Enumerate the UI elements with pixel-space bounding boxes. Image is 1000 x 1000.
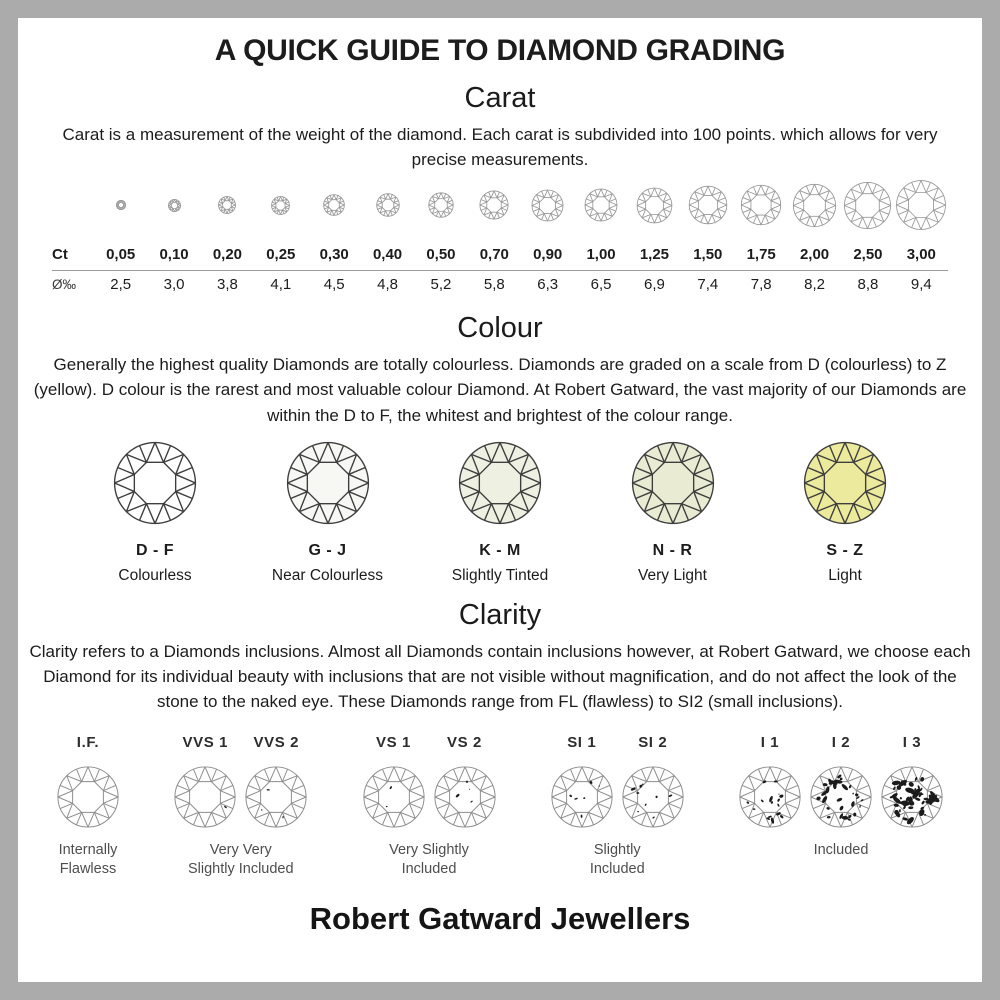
carat-mm-value: 5,2 <box>430 276 452 294</box>
clarity-stone <box>56 734 120 829</box>
carat-ct-value: 1,25 <box>639 246 670 264</box>
carat-section <box>18 82 982 298</box>
carat-mm-value: 8,2 <box>804 276 825 294</box>
carat-mm-value: 4,8 <box>377 276 398 294</box>
clarity-group <box>56 734 120 879</box>
carat-ct-value: 1,00 <box>586 246 616 264</box>
colour-grade-label: Colourless <box>118 566 192 584</box>
clarity-stone <box>880 734 944 829</box>
colour-grade-range: K - M <box>479 541 521 559</box>
carat-ct-value: 0,25 <box>266 246 296 264</box>
clarity-diamond-icon <box>880 765 944 829</box>
carat-diamond-icon <box>116 200 126 210</box>
clarity-stone-list <box>550 734 685 829</box>
carat-diamond-icon <box>271 196 290 215</box>
clarity-diamond-icon <box>173 765 237 829</box>
carat-diamond-cell <box>308 194 361 216</box>
carat-mm-value: 2,5 <box>110 276 132 294</box>
clarity-stone-list <box>173 734 308 829</box>
clarity-stone-list <box>738 734 944 829</box>
carat-heading: Carat <box>464 82 536 114</box>
clarity-diamond-icon <box>621 765 685 829</box>
clarity-stone-list <box>362 734 497 829</box>
clarity-stone <box>738 734 802 829</box>
clarity-stone-label: I.F. <box>76 734 100 752</box>
carat-mm-value: 3,8 <box>217 276 238 294</box>
clarity-stone-label: VVS 1 <box>182 734 229 752</box>
carat-diamond-cell <box>574 188 627 222</box>
carat-diamond-cell <box>468 190 521 220</box>
carat-mm-value: 7,8 <box>750 276 772 294</box>
carat-diamond-icon <box>218 196 236 214</box>
carat-ct-value: 1,75 <box>746 246 776 264</box>
clarity-caption-line: Flawless <box>59 861 117 878</box>
clarity-section <box>18 599 982 879</box>
colour-diamond-icon <box>802 440 888 526</box>
carat-row-label-diameter: Ø‰ <box>52 277 77 293</box>
clarity-caption-line: Internally <box>58 842 118 859</box>
carat-diamond-row <box>52 176 948 234</box>
carat-ct-value: 0,50 <box>426 246 456 264</box>
carat-mm-value: 6,9 <box>644 276 665 294</box>
clarity-group <box>738 734 944 860</box>
clarity-caption-line: Slightly <box>593 842 641 859</box>
clarity-stone-label: I 2 <box>831 734 851 752</box>
clarity-grade-row <box>18 734 982 879</box>
clarity-stone <box>173 734 237 829</box>
carat-diamond-cell <box>895 179 948 231</box>
carat-ct-value: 0,30 <box>319 246 349 264</box>
clarity-diamond-icon <box>738 765 802 829</box>
carat-ct-value: 0,40 <box>372 246 403 264</box>
clarity-caption-line: Very Very <box>209 842 272 859</box>
clarity-stone-label: I 3 <box>902 734 922 752</box>
clarity-diamond-icon <box>362 765 426 829</box>
colour-grade-range: S - Z <box>826 541 864 559</box>
carat-diamond-icon <box>843 181 892 230</box>
clarity-stone <box>621 734 685 829</box>
carat-row-label-ct: Ct <box>52 246 68 264</box>
carat-ct-value: 0,20 <box>212 246 243 264</box>
clarity-group <box>550 734 685 879</box>
carat-diamond-cell <box>94 200 147 210</box>
carat-mm-value: 5,8 <box>483 276 505 294</box>
carat-diamond-cell <box>628 187 681 224</box>
clarity-caption-line: Very Slightly <box>389 842 469 859</box>
carat-description: Carat is a measurement of the weight of the diamond. Each carat is subdivided into 100 points. which allows for very precise measurements. <box>62 125 938 170</box>
clarity-diamond-icon <box>550 765 614 829</box>
carat-diamond-icon <box>895 179 947 231</box>
clarity-stone-label: VS 2 <box>447 734 482 752</box>
carat-diamond-icon <box>740 184 782 226</box>
brand-name: Robert Gatward Jewellers <box>309 900 691 936</box>
clarity-group-caption <box>188 841 294 879</box>
colour-grade-range: N - R <box>652 541 693 559</box>
clarity-description: Clarity refers to a Diamonds inclusions. Almost all Diamonds contain inclusions however, at Robert Gatward, we choose each Diamond for its individual beauty with inclusions that are not visible without magnification, and do not affect the look of the stone to the naked eye. These Diamonds range from FL (flawless) to SI2 (small inclusions). <box>29 641 971 712</box>
clarity-group-caption <box>59 841 118 879</box>
carat-mm-value: 7,4 <box>697 276 719 294</box>
carat-mm-row <box>52 271 948 298</box>
carat-diamond-cell <box>361 193 414 217</box>
clarity-caption-line: Included <box>589 861 645 878</box>
carat-diamond-cell <box>788 183 841 228</box>
colour-section <box>18 312 982 584</box>
carat-ct-value: 0,05 <box>106 246 136 264</box>
colour-grade-item <box>243 440 413 585</box>
clarity-group-caption <box>814 841 869 860</box>
colour-diamond-icon <box>112 440 198 526</box>
clarity-group <box>362 734 497 879</box>
clarity-caption-line: Included <box>813 842 869 859</box>
carat-diamond-cell <box>201 196 254 214</box>
carat-ct-value: 0,10 <box>159 246 189 264</box>
carat-diamond-cell <box>254 196 307 215</box>
colour-diamond-icon <box>630 440 716 526</box>
clarity-stone <box>550 734 614 829</box>
clarity-diamond-icon <box>244 765 308 829</box>
carat-diamond-icon <box>376 193 400 217</box>
carat-diamond-cell <box>841 181 894 230</box>
clarity-stone-label: SI 1 <box>567 734 597 752</box>
carat-ct-value: 1,50 <box>693 246 723 264</box>
carat-diamond-cell <box>147 199 200 212</box>
guide-page <box>18 18 982 982</box>
carat-diamond-icon <box>792 183 837 228</box>
carat-mm-value: 3,0 <box>163 276 185 294</box>
clarity-caption-line: Included <box>401 861 457 878</box>
colour-grade-range: D - F <box>135 541 175 559</box>
carat-mm-value: 9,4 <box>910 276 932 294</box>
carat-mm-value: 6,5 <box>590 276 612 294</box>
carat-ct-row <box>52 242 948 271</box>
clarity-caption-line: Slightly Included <box>187 861 294 878</box>
carat-diamond-icon <box>584 188 618 222</box>
colour-grade-range: G - J <box>308 541 347 559</box>
carat-diamond-cell <box>735 184 788 226</box>
clarity-diamond-icon <box>433 765 497 829</box>
colour-grade-label: Near Colourless <box>271 566 384 584</box>
clarity-stone-label: VVS 2 <box>253 734 300 752</box>
clarity-diamond-icon <box>809 765 873 829</box>
carat-mm-value: 8,8 <box>857 276 879 294</box>
colour-grade-label: Light <box>828 566 862 584</box>
carat-diamond-icon <box>688 185 728 225</box>
colour-grade-item <box>415 440 585 585</box>
clarity-group-caption <box>590 841 645 879</box>
clarity-stone <box>809 734 873 829</box>
clarity-heading: Clarity <box>458 598 542 631</box>
carat-diamond-icon <box>428 192 454 218</box>
colour-grade-label: Very Light <box>638 566 707 584</box>
colour-grade-item <box>70 440 240 585</box>
colour-grade-item <box>760 440 930 585</box>
carat-diamond-icon <box>323 194 345 216</box>
carat-diamond-icon <box>636 187 673 224</box>
carat-mm-value: 4,5 <box>323 276 345 294</box>
colour-grade-item <box>588 440 758 585</box>
carat-diamond-cell <box>521 189 574 222</box>
carat-ct-value: 0,70 <box>479 246 509 264</box>
carat-ct-value: 2,50 <box>853 246 883 264</box>
carat-diamond-icon <box>168 199 181 212</box>
clarity-group-caption <box>389 841 469 879</box>
colour-diamond-icon <box>457 440 543 526</box>
colour-grade-label: Slightly Tinted <box>451 566 549 584</box>
carat-diamond-icon <box>531 189 564 222</box>
clarity-diamond-icon <box>56 765 120 829</box>
carat-diamond-cell <box>414 192 467 218</box>
carat-diamond-icon <box>479 190 509 220</box>
colour-heading: Colour <box>457 312 543 345</box>
colour-diamond-icon <box>285 440 371 526</box>
clarity-stone-list <box>56 734 120 829</box>
carat-ct-value: 3,00 <box>906 246 936 264</box>
colour-grade-row <box>18 440 982 585</box>
clarity-group <box>173 734 308 879</box>
carat-diamond-cell <box>681 185 734 225</box>
carat-ct-value: 0,90 <box>533 246 563 264</box>
clarity-stone <box>362 734 426 829</box>
clarity-stone <box>244 734 308 829</box>
colour-description: Generally the highest quality Diamonds are totally colourless. Diamonds are graded on a scale from D (colourless) to Z (yellow). D colour is the rarest and most valuable colour Diamond. At Robert Gatward, the vast majority of our Diamonds are within the D to F, the whitest and brightest of the colour range. <box>33 355 967 425</box>
page-title: A QUICK GUIDE TO DIAMOND GRADING <box>214 34 786 67</box>
clarity-stone-label: I 1 <box>760 734 780 752</box>
clarity-stone <box>433 734 497 829</box>
carat-mm-value: 6,3 <box>537 276 559 294</box>
carat-mm-value: 4,1 <box>270 276 292 294</box>
carat-size-chart <box>52 176 948 298</box>
carat-ct-value: 2,00 <box>799 246 830 264</box>
clarity-stone-label: VS 1 <box>376 734 411 752</box>
clarity-stone-label: SI 2 <box>638 734 668 752</box>
